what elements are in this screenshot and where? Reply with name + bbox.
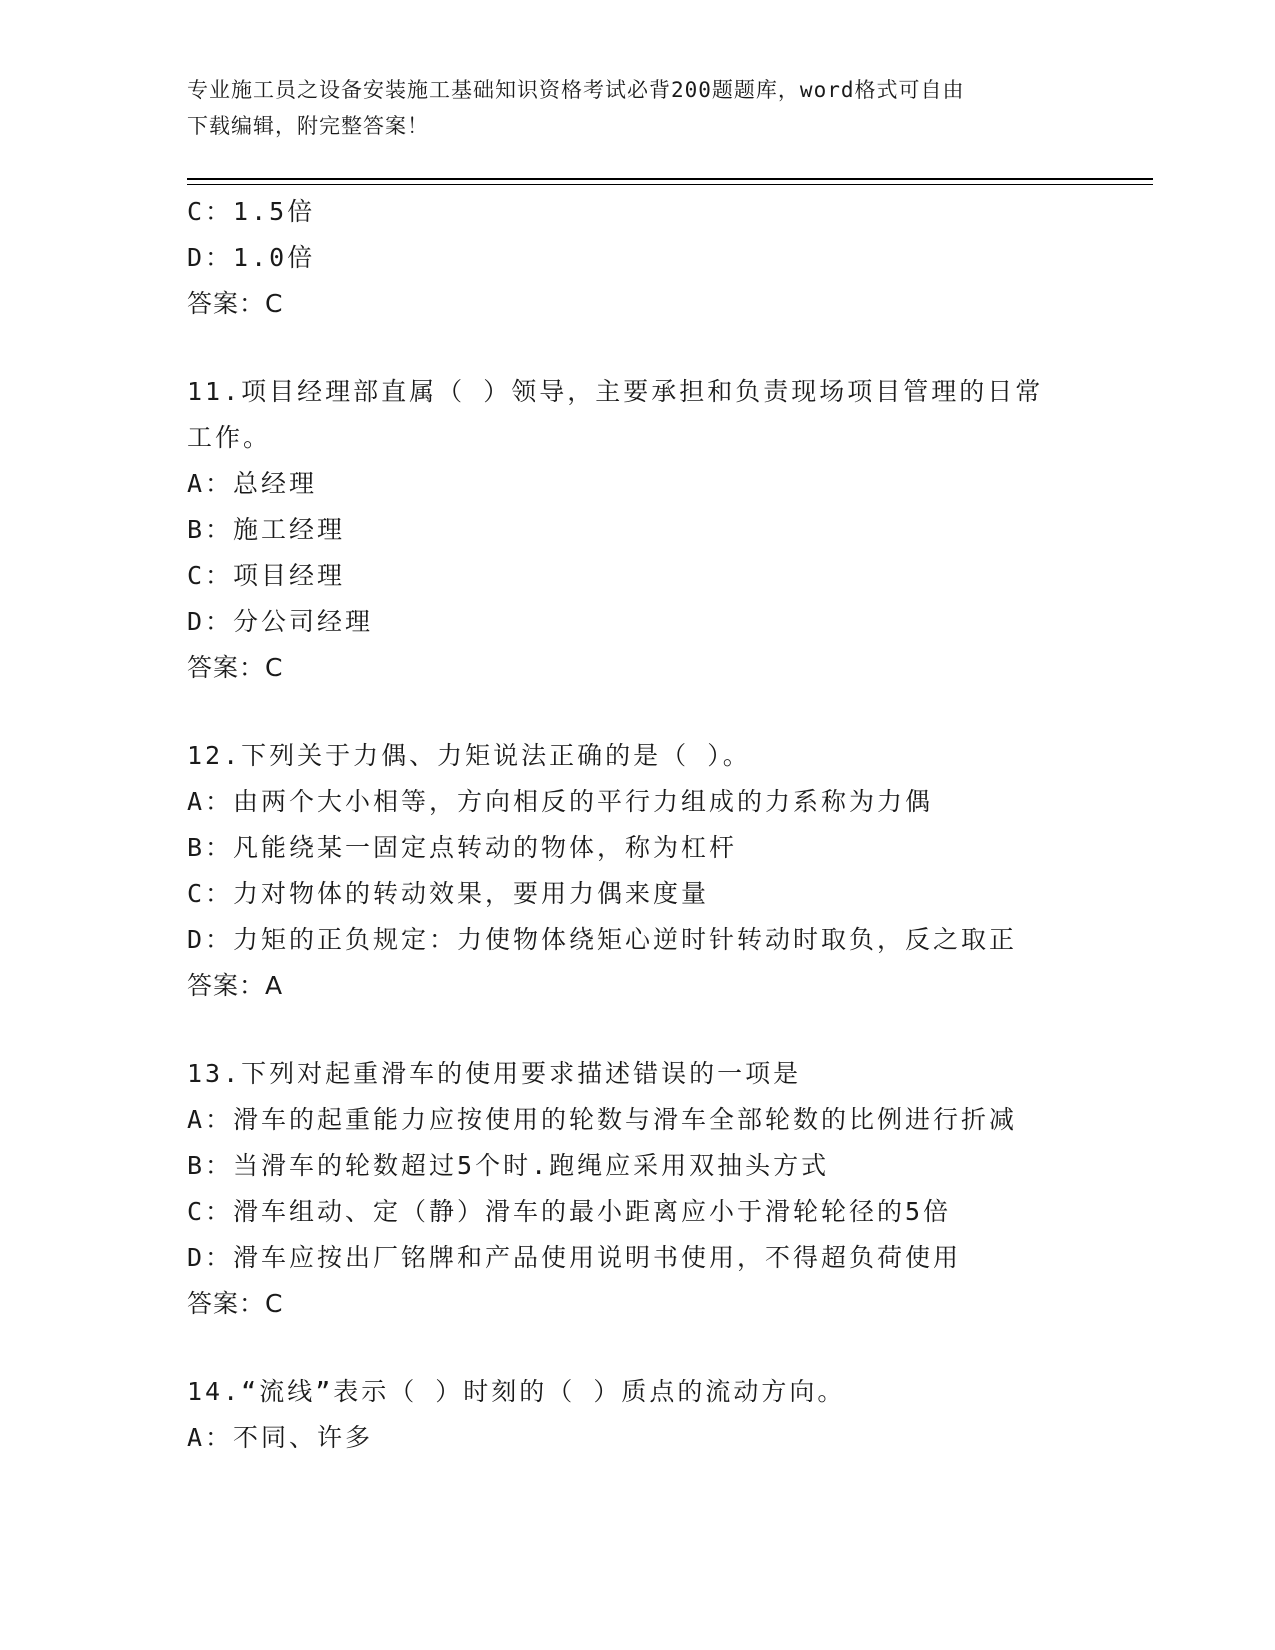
question-10-continued bbox=[187, 189, 1087, 327]
spacer bbox=[187, 327, 1087, 369]
option-b: B：当滑车的轮数超过5个时.跑绳应采用双抽头方式 bbox=[187, 1151, 830, 1180]
question-12 bbox=[187, 733, 1087, 1009]
option-d: D：滑车应按出厂铭牌和产品使用说明书使用，不得超负荷使用 bbox=[187, 1243, 962, 1272]
question-14 bbox=[187, 1369, 1087, 1461]
header-rule-thin bbox=[187, 184, 1153, 185]
option-d: D：力矩的正负规定：力使物体绕矩心逆时针转动时取负，反之取正 bbox=[187, 925, 1018, 954]
question-stem: 12.下列关于力偶、力矩说法正确的是（ ）。 bbox=[187, 741, 751, 770]
option-a: A：总经理 bbox=[187, 469, 318, 498]
option-d: D：分公司经理 bbox=[187, 607, 374, 636]
spacer bbox=[187, 1327, 1087, 1369]
spacer bbox=[187, 691, 1087, 733]
option-c: C：1.5倍 bbox=[187, 197, 316, 226]
question-stem-continued: 工作。 bbox=[187, 423, 272, 452]
option-a: A：滑车的起重能力应按使用的轮数与滑车全部轮数的比例进行折减 bbox=[187, 1105, 1018, 1134]
question-stem: 14.“流线”表示（ ）时刻的（ ）质点的流动方向。 bbox=[187, 1377, 846, 1406]
option-d: D：1.0倍 bbox=[187, 243, 316, 272]
option-a: A：由两个大小相等，方向相反的平行力组成的力系称为力偶 bbox=[187, 787, 934, 816]
option-a: A：不同、许多 bbox=[187, 1423, 374, 1452]
answer: 答案：C bbox=[187, 289, 284, 318]
question-13 bbox=[187, 1051, 1087, 1327]
option-b: B：凡能绕某一固定点转动的物体，称为杠杆 bbox=[187, 833, 738, 862]
answer: 答案：C bbox=[187, 1289, 284, 1318]
answer: 答案：C bbox=[187, 653, 284, 682]
header-line-2: 下载编辑，附完整答案！ bbox=[187, 114, 429, 138]
header-rule-thick bbox=[187, 178, 1153, 180]
option-c: C：力对物体的转动效果，要用力偶来度量 bbox=[187, 879, 710, 908]
question-stem: 11.项目经理部直属（ ）领导，主要承担和负责现场项目管理的日常 bbox=[187, 377, 1044, 406]
option-c: C：滑车组动、定（静）滑车的最小距离应小于滑轮轮径的5倍 bbox=[187, 1197, 952, 1226]
answer: 答案：A bbox=[187, 971, 284, 1000]
document-body bbox=[187, 189, 1087, 1461]
question-stem: 13.下列对起重滑车的使用要求描述错误的一项是 bbox=[187, 1059, 802, 1088]
header-line-1: 专业施工员之设备安装施工基础知识资格考试必背200题题库，word格式可自由 bbox=[187, 78, 965, 102]
option-c: C：项目经理 bbox=[187, 561, 346, 590]
document-header bbox=[187, 72, 1087, 144]
spacer bbox=[187, 1009, 1087, 1051]
option-b: B：施工经理 bbox=[187, 515, 346, 544]
question-11 bbox=[187, 369, 1087, 691]
